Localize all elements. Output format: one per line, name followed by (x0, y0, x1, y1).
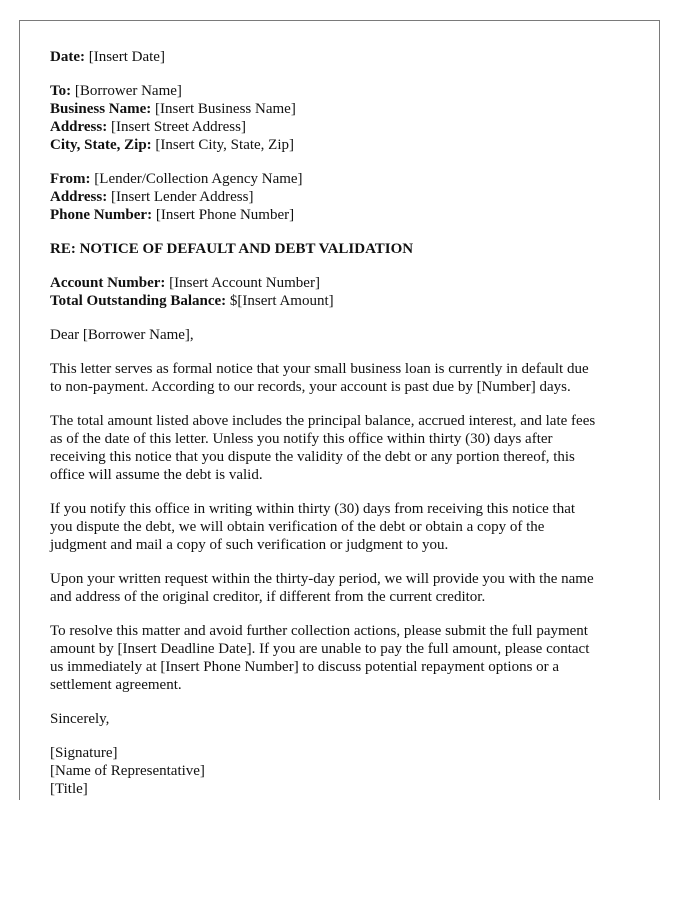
phone-line (50, 206, 659, 224)
letter-page (19, 20, 660, 800)
account-block (50, 274, 659, 310)
paragraph-line: as of the date of this letter. Unless you notify this office within thirty (30) days after (50, 431, 553, 447)
business-name-label: Business Name: (50, 101, 152, 117)
city-state-zip-label: City, State, Zip: (50, 137, 152, 153)
closing: Sincerely, (50, 711, 110, 727)
paragraph-line: Upon your written request within the thirty-day period, we will provide you with the name (50, 571, 594, 587)
paragraph-line: The total amount listed above includes the principal balance, accrued interest, and late fees (50, 413, 596, 429)
paragraph-original-creditor (50, 570, 640, 606)
paragraph-resolve (50, 622, 640, 694)
closing-block (50, 710, 659, 728)
body-paragraphs (50, 360, 659, 694)
phone-value: [Insert Phone Number] (152, 207, 295, 223)
date-block (50, 48, 659, 66)
recipient-address-value: [Insert Street Address] (107, 119, 246, 135)
from-line (50, 170, 659, 188)
city-state-zip-line (50, 136, 659, 154)
city-state-zip-value: [Insert City, State, Zip] (151, 137, 295, 153)
sender-address-value: [Insert Lender Address] (107, 189, 254, 205)
balance-line (50, 292, 659, 310)
paragraph-line: amount by [Insert Deadline Date]. If you are unable to pay the full amount, please contact (50, 641, 590, 657)
from-label: From: (50, 171, 91, 187)
to-label: To: (50, 83, 72, 99)
paragraph-default-notice (50, 360, 640, 396)
representative-title: [Title] (50, 781, 88, 797)
recipient-address-line (50, 118, 659, 136)
account-number-line (50, 274, 659, 292)
to-line (50, 82, 659, 100)
paragraph-line: you dispute the debt, we will obtain verification of the debt or obtain a copy of the (50, 519, 545, 535)
sender-address-line (50, 188, 659, 206)
business-name-line (50, 100, 659, 118)
recipient-address-label: Address: (50, 119, 108, 135)
account-number-value: [Insert Account Number] (165, 275, 320, 291)
paragraph-line: to non-payment. According to our records, your account is past due by [Number] days. (50, 379, 571, 395)
subject-line: RE: NOTICE OF DEFAULT AND DEBT VALIDATION (50, 241, 414, 257)
signature-placeholder: [Signature] (50, 745, 118, 761)
balance-label: Total Outstanding Balance: (50, 293, 227, 309)
paragraph-total-amount (50, 412, 640, 484)
paragraph-line: us immediately at [Insert Phone Number] to discuss potential repayment options or a (50, 659, 560, 675)
paragraph-line: If you notify this office in writing within thirty (30) days from receiving this notice that (50, 501, 576, 517)
balance-value: $[Insert Amount] (226, 293, 334, 309)
sender-address-label: Address: (50, 189, 108, 205)
from-value: [Lender/Collection Agency Name] (90, 171, 303, 187)
paragraph-line: To resolve this matter and avoid further collection actions, please submit the full payment (50, 623, 588, 639)
paragraph-line: judgment and mail a copy of such verification or judgment to you. (50, 537, 449, 553)
account-number-label: Account Number: (50, 275, 166, 291)
paragraph-line: office will assume the debt is valid. (50, 467, 263, 483)
paragraph-line: receiving this notice that you dispute the validity of the debt or any portion thereof, this (50, 449, 575, 465)
date-value: [Insert Date] (84, 49, 165, 65)
business-name-value: [Insert Business Name] (151, 101, 296, 117)
salutation-block (50, 326, 659, 344)
paragraph-dispute (50, 500, 640, 554)
to-value: [Borrower Name] (71, 83, 182, 99)
representative-name: [Name of Representative] (50, 763, 205, 779)
paragraph-line: and address of the original creditor, if different from the current creditor. (50, 589, 486, 605)
salutation: Dear [Borrower Name], (50, 327, 194, 343)
paragraph-line: settlement agreement. (50, 677, 182, 693)
date-label: Date: (50, 49, 85, 65)
phone-label: Phone Number: (50, 207, 153, 223)
date-line (50, 48, 659, 66)
sender-block (50, 170, 659, 224)
subject-block (50, 240, 659, 258)
recipient-block (50, 82, 659, 154)
signature-block (50, 744, 659, 798)
paragraph-line: This letter serves as formal notice that your small business loan is currently in default due (50, 361, 589, 377)
